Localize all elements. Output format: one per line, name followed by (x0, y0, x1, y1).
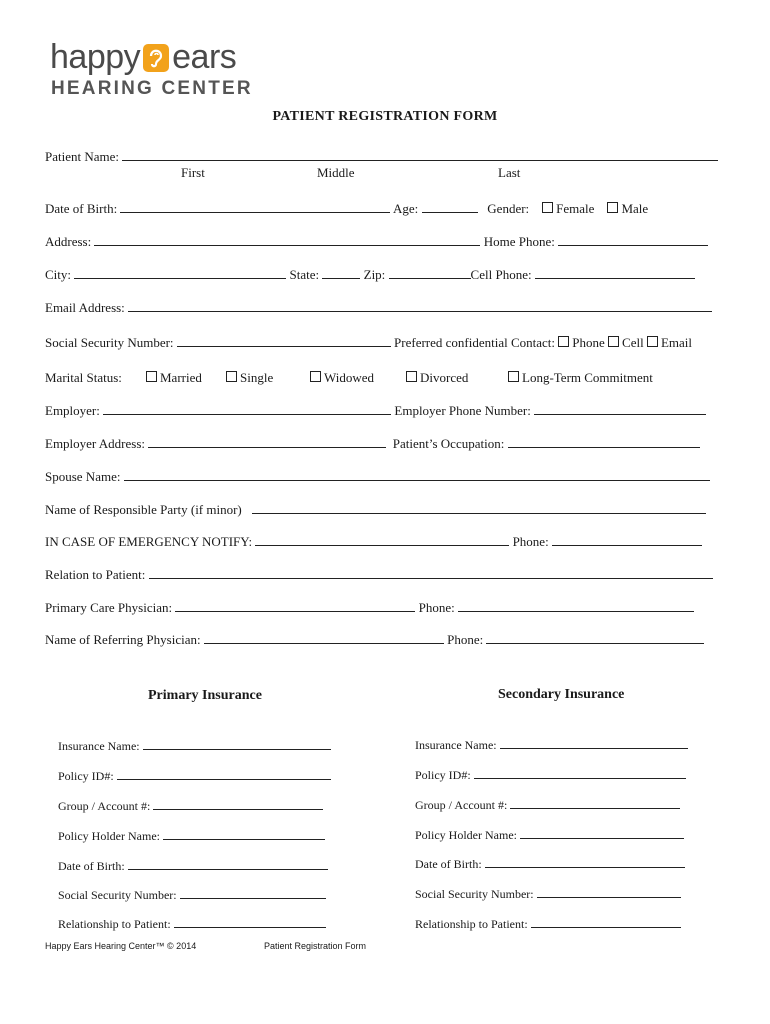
referring-phone-label: Phone: (447, 632, 484, 647)
email-row (45, 298, 725, 316)
male-checkbox[interactable] (607, 202, 618, 213)
pcp-label: Primary Care Physician: (45, 600, 173, 615)
pcp-phone-field[interactable] (458, 598, 694, 612)
primary-policy-id (58, 766, 331, 784)
secondary-insurance-name-label: Insurance Name: (415, 738, 497, 752)
widowed-checkbox[interactable] (310, 371, 321, 382)
emergency-row (45, 532, 725, 550)
employer-label: Employer: (45, 403, 100, 418)
primary-policy-id-field[interactable] (117, 766, 331, 780)
primary-insurance-heading: Primary Insurance (148, 688, 262, 703)
email-label: Email Address: (45, 300, 125, 315)
referring-phone-field[interactable] (486, 630, 704, 644)
ssn-field[interactable] (177, 333, 391, 347)
married-label: Married (160, 370, 202, 385)
responsible-label: Name of Responsible Party (if minor) (45, 502, 242, 517)
secondary-policy-id-field[interactable] (474, 765, 686, 779)
zip-field[interactable] (389, 265, 471, 279)
cell-option-label: Cell (622, 335, 644, 350)
employer-phone-label: Employer Phone Number: (394, 403, 531, 418)
emergency-phone-label: Phone: (512, 534, 549, 549)
primary-ssn (58, 885, 326, 903)
secondary-insurance-name (415, 735, 688, 753)
primary-ssn-field[interactable] (180, 885, 326, 899)
female-label: Female (556, 201, 595, 216)
employer-row (45, 401, 725, 419)
pcp-phone-label: Phone: (418, 600, 455, 615)
secondary-relationship-label: Relationship to Patient: (415, 917, 528, 931)
single-option[interactable] (226, 369, 273, 387)
relation-field[interactable] (149, 565, 713, 579)
primary-relationship-label: Relationship to Patient: (58, 917, 171, 931)
dob-label: Date of Birth: (45, 201, 118, 216)
single-checkbox[interactable] (226, 371, 237, 382)
referring-field[interactable] (204, 630, 444, 644)
secondary-dob-label: Date of Birth: (415, 857, 482, 871)
email-checkbox[interactable] (647, 336, 658, 347)
secondary-group-account (415, 795, 680, 813)
secondary-ssn-label: Social Security Number: (415, 887, 534, 901)
patient-name-label: Patient Name: (45, 149, 120, 164)
secondary-group-account-label: Group / Account #: (415, 798, 508, 812)
married-option[interactable] (146, 369, 202, 387)
secondary-dob (415, 854, 685, 872)
employer-address-row (45, 434, 725, 452)
ssn-row (45, 333, 725, 351)
employer-address-field[interactable] (148, 434, 386, 448)
spouse-row (45, 467, 725, 485)
logo-subtitle: HEARING CENTER (51, 78, 253, 99)
female-checkbox[interactable] (542, 202, 553, 213)
primary-ssn-label: Social Security Number: (58, 888, 177, 902)
long-term-label: Long-Term Commitment (522, 370, 653, 385)
employer-field[interactable] (103, 401, 391, 415)
primary-policy-holder-field[interactable] (163, 826, 325, 840)
first-caption: First (181, 165, 205, 180)
secondary-group-account-field[interactable] (510, 795, 680, 809)
logo (50, 38, 253, 100)
marital-label: Marital Status: (45, 370, 122, 385)
emergency-label: IN CASE OF EMERGENCY NOTIFY: (45, 534, 253, 549)
relation-label: Relation to Patient: (45, 567, 146, 582)
secondary-insurance-heading: Secondary Insurance (498, 687, 625, 702)
primary-policy-id-label: Policy ID#: (58, 769, 114, 783)
long-term-option[interactable] (508, 369, 653, 387)
divorced-checkbox[interactable] (406, 371, 417, 382)
primary-dob (58, 856, 328, 874)
city-field[interactable] (74, 265, 286, 279)
patient-name-field[interactable] (122, 147, 718, 161)
home-phone-label: Home Phone: (483, 234, 555, 249)
footer-form-name: Patient Registration Form (264, 941, 367, 951)
phone-checkbox[interactable] (558, 336, 569, 347)
spouse-field[interactable] (124, 467, 710, 481)
home-phone-field[interactable] (558, 232, 708, 246)
secondary-relationship (415, 914, 681, 932)
secondary-relationship-field[interactable] (531, 914, 681, 928)
primary-group-account-field[interactable] (153, 796, 323, 810)
occupation-label: Patient’s Occupation: (392, 436, 505, 451)
primary-relationship (58, 914, 326, 932)
primary-insurance-name-label: Insurance Name: (58, 739, 140, 753)
primary-group-account (58, 796, 323, 814)
last-caption: Last (498, 165, 521, 180)
employer-phone-field[interactable] (534, 401, 706, 415)
referring-label: Name of Referring Physician: (45, 632, 201, 647)
primary-group-account-label: Group / Account #: (58, 799, 151, 813)
secondary-ssn (415, 884, 681, 902)
referring-row (45, 630, 725, 648)
email-field[interactable] (128, 298, 712, 312)
pcp-row (45, 598, 725, 616)
secondary-policy-holder-field[interactable] (520, 825, 684, 839)
dob-row (45, 199, 725, 217)
cell-phone-label: Cell Phone: (470, 267, 532, 282)
gender-label: Gender: (487, 201, 530, 216)
page-title: PATIENT REGISTRATION FORM (272, 109, 498, 124)
occupation-field[interactable] (508, 434, 700, 448)
responsible-row (45, 500, 725, 518)
city-label: City: (45, 267, 72, 282)
state-label: State: (289, 267, 320, 282)
secondary-policy-holder-label: Policy Holder Name: (415, 828, 517, 842)
primary-policy-holder (58, 826, 325, 844)
footer-copyright: Happy Ears Hearing Center™ © 2014 (45, 941, 197, 951)
logo-word-happy: happy (50, 38, 141, 76)
spouse-label: Spouse Name: (45, 469, 121, 484)
single-label: Single (240, 370, 274, 385)
secondary-ssn-field[interactable] (537, 884, 681, 898)
logo-word-ears: ears (172, 38, 237, 76)
secondary-policy-holder (415, 825, 684, 843)
ear-icon (143, 44, 169, 72)
middle-caption: Middle (317, 165, 355, 180)
primary-relationship-field[interactable] (174, 914, 326, 928)
secondary-policy-id (415, 765, 686, 783)
responsible-field[interactable] (252, 500, 706, 514)
emergency-phone-field[interactable] (552, 532, 702, 546)
city-row (45, 265, 725, 283)
age-label: Age: (393, 201, 419, 216)
primary-policy-holder-label: Policy Holder Name: (58, 829, 160, 843)
email-option-label: Email (660, 335, 692, 350)
preferred-contact-label: Preferred confidential Contact: (394, 335, 556, 350)
primary-insurance-name (58, 736, 331, 754)
cell-checkbox[interactable] (608, 336, 619, 347)
widowed-label: Widowed (324, 370, 375, 385)
primary-dob-label: Date of Birth: (58, 859, 125, 873)
male-label: Male (621, 201, 649, 216)
cell-phone-field[interactable] (535, 265, 695, 279)
primary-dob-field[interactable] (128, 856, 328, 870)
married-checkbox[interactable] (146, 371, 157, 382)
divorced-label: Divorced (420, 370, 469, 385)
pcp-field[interactable] (175, 598, 415, 612)
divorced-option[interactable] (406, 369, 468, 387)
long-term-checkbox[interactable] (508, 371, 519, 382)
employer-address-label: Employer Address: (45, 436, 146, 451)
dob-field[interactable] (120, 199, 390, 213)
secondary-policy-id-label: Policy ID#: (415, 768, 471, 782)
address-row (45, 232, 725, 250)
secondary-dob-field[interactable] (485, 854, 685, 868)
relation-row (45, 565, 725, 583)
address-label: Address: (45, 234, 92, 249)
secondary-insurance-name-field[interactable] (500, 735, 688, 749)
age-field[interactable] (422, 199, 478, 213)
ssn-label: Social Security Number: (45, 335, 174, 350)
patient-name-row (45, 147, 725, 165)
zip-label: Zip: (363, 267, 386, 282)
widowed-option[interactable] (310, 369, 374, 387)
phone-option-label: Phone (572, 335, 605, 350)
address-field[interactable] (94, 232, 480, 246)
primary-insurance-name-field[interactable] (143, 736, 331, 750)
logo-wordmark (50, 38, 236, 76)
state-field[interactable] (322, 265, 360, 279)
emergency-field[interactable] (255, 532, 509, 546)
